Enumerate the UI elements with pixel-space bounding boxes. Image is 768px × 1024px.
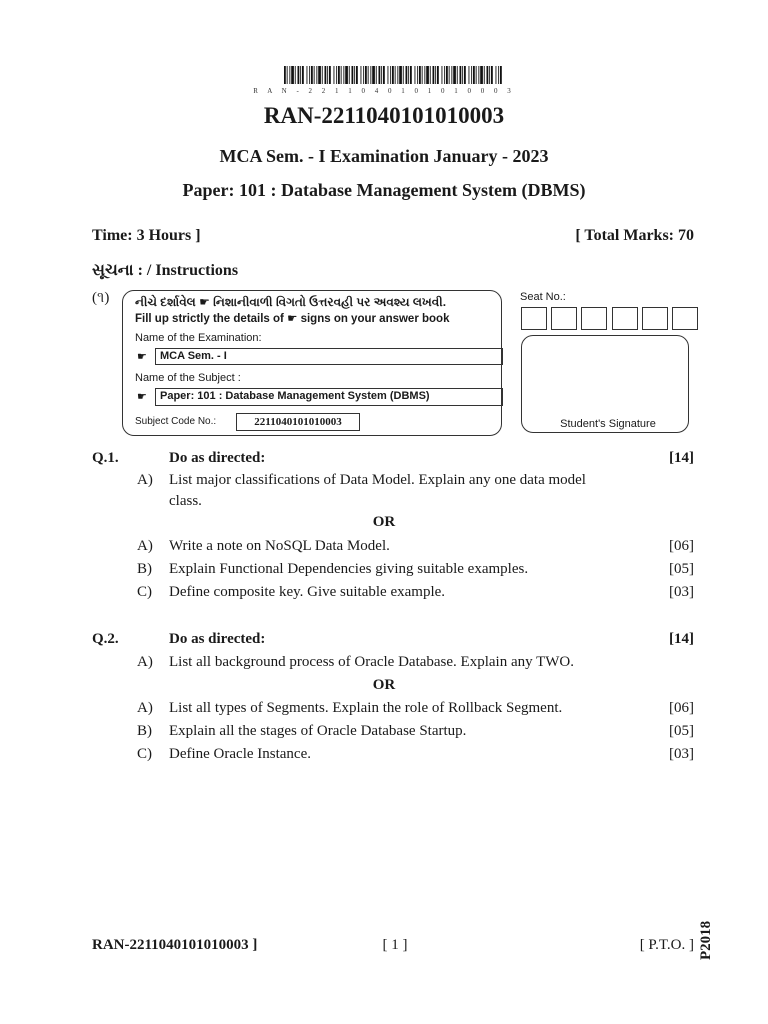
subquestion-label: A)	[137, 700, 153, 716]
subquestion-label: A)	[137, 538, 153, 554]
subject-name-label: Name of the Subject :	[135, 372, 241, 384]
exam-name-label: Name of the Examination:	[135, 332, 262, 344]
subquestion-label: B)	[137, 723, 152, 739]
subquestion-text: Define Oracle Instance.	[169, 746, 312, 762]
subquestion-marks: [06]	[669, 700, 694, 716]
exam-code: RAN-2211040101010003	[263, 103, 505, 128]
question-heading: Do as directed:	[169, 450, 266, 466]
signature-label: Student's Signature	[560, 418, 656, 430]
subquestion-label: A)	[137, 654, 153, 670]
question-total-marks: [14]	[669, 450, 694, 466]
subquestion-marks: [03]	[669, 746, 694, 762]
subquestion-text: Explain Functional Dependencies giving suitable examples.	[169, 561, 529, 577]
subquestion-marks: [05]	[669, 561, 694, 577]
subject-code-label: Subject Code No.:	[135, 416, 217, 427]
seat-number-box	[521, 307, 547, 330]
subquestion-marks: [03]	[669, 584, 694, 600]
barcode-icon	[284, 66, 504, 84]
question-number: Q.2.	[92, 631, 119, 647]
pointing-hand-icon: ☛	[137, 351, 147, 363]
or-separator: OR	[372, 677, 396, 693]
total-marks-label: [ Total Marks: 70	[575, 227, 694, 244]
subject-name-field: Paper: 101 : Database Management System (DBMS)	[155, 388, 503, 406]
page-number: [ 1 ]	[382, 937, 408, 953]
instruction-number: (૧)	[92, 290, 110, 306]
gujarati-instruction: નીચે દર્શાવેલ ☛ નિશાનીવાળી વિગતો ઉત્તરવહી પર અવશ્ય લખવી.	[135, 295, 447, 309]
exam-title: MCA Sem. - I Examination January - 2023	[219, 146, 549, 166]
question-number: Q.1.	[92, 450, 119, 466]
subquestion-label: A)	[137, 472, 153, 488]
footer-exam-code: RAN-2211040101010003 ]	[92, 937, 258, 953]
subquestion-label: B)	[137, 561, 152, 577]
seat-number-box	[551, 307, 577, 330]
subquestion-label: C)	[137, 746, 152, 762]
seat-number-box	[581, 307, 607, 330]
subject-code-field: 2211040101010003	[236, 413, 360, 431]
question-heading: Do as directed:	[169, 631, 266, 647]
subquestion-text: Write a note on NoSQL Data Model.	[169, 538, 390, 554]
seat-number-box	[672, 307, 698, 330]
time-label: Time: 3 Hours ]	[92, 227, 201, 244]
or-separator: OR	[372, 514, 396, 530]
subquestion-marks: [06]	[669, 538, 694, 554]
barcode-text: R A N - 2 2 1 1 0 4 0 1 0 1 0 1 0 0 0 3	[253, 87, 515, 95]
subquestion-marks: [05]	[669, 723, 694, 739]
subquestion-text: List all types of Segments. Explain the role of Rollback Segment.	[169, 700, 563, 716]
pointing-hand-icon: ☛	[137, 391, 147, 403]
question-total-marks: [14]	[669, 631, 694, 647]
subquestion-text: Explain all the stages of Oracle Database Startup.	[169, 723, 467, 739]
subquestion-text: Define composite key. Give suitable example.	[169, 584, 446, 600]
subquestion-text: List major classifications of Data Model. Explain any one data model class.	[169, 472, 586, 509]
instructions-heading: સૂચના : / Instructions	[92, 262, 239, 279]
exam-name-field: MCA Sem. - I	[155, 348, 503, 365]
side-code: P2018	[698, 920, 714, 960]
pto-label: [ P.T.O. ]	[639, 937, 694, 953]
subquestion-label: C)	[137, 584, 152, 600]
subquestion-text: List all background process of Oracle Database. Explain any TWO.	[169, 654, 574, 670]
seat-number-box	[642, 307, 668, 330]
seat-number-box	[612, 307, 638, 330]
paper-title: Paper: 101 : Database Management System (DBMS)	[182, 180, 586, 200]
seat-number-label: Seat No.:	[520, 291, 566, 303]
english-instruction: Fill up strictly the details of ☛ signs on your answer book	[135, 313, 450, 325]
